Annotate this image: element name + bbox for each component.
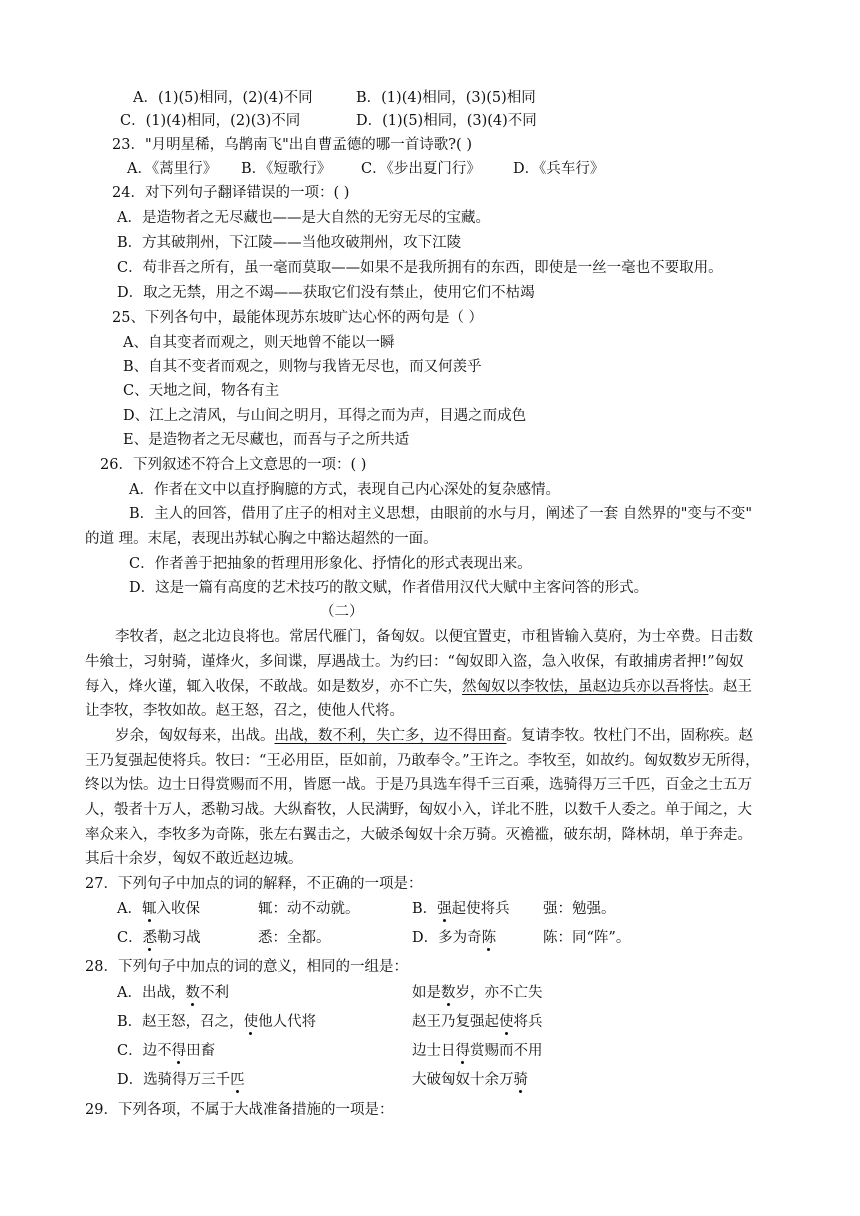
q28-b-right-dotted: 使: [499, 1014, 514, 1030]
q28-b-right-rest: 将兵: [513, 1014, 543, 1030]
q27-c-label: C．: [117, 930, 143, 946]
q28-a-left-text: A．出战，: [117, 985, 186, 1001]
passage-p1-line2: 牛飨士，习射骑，谨烽火，多间谍，厚遇战士。为约曰：“匈奴即入盗，急入收保，有敢捕虏者押!”匈奴: [85, 654, 744, 670]
q23-option-d: D．《兵车行》: [513, 161, 605, 177]
q28-option-c-right: [412, 1041, 543, 1061]
q25-option-d: D、江上之清风，与山间之明月，耳得之而为声，目遇之而成色: [123, 408, 527, 424]
q26-option-a: A．作者在文中以直抒胸臆的方式，表现自己内心深处的复杂感情。: [129, 482, 560, 498]
passage-p1-line3: [85, 677, 752, 697]
q27-b-label: B．: [412, 901, 438, 917]
q27-a-rest: 入收保: [156, 901, 200, 917]
q27-option-c-explanation: 悉：全都。: [258, 930, 331, 946]
q26-stem: 26．下列叙述不符合上文意思的一项：( ): [100, 457, 367, 473]
q28-option-a-right: [412, 983, 543, 1003]
q24-option-a: A．是造物者之无尽藏也——是大自然的无穷无尽的宝藏。: [117, 210, 490, 226]
q28-a-right-dotted: 数: [441, 985, 456, 1001]
q27-c-dotted-word: 悉: [142, 930, 158, 946]
q27-option-b-explanation: 强：勉强。: [543, 901, 616, 917]
q28-a-right-rest: 岁，亦不亡失: [455, 985, 543, 1001]
q27-option-a: [117, 899, 200, 919]
q22-option-d: D．(1)(5)相同，(3)(4)不同: [356, 113, 537, 129]
q27-a-dotted-word: 辄: [141, 901, 157, 917]
q25-option-b: B、自其不变者而观之，则物与我皆无尽也，而又何羡乎: [123, 359, 482, 375]
passage-p2-line1: [115, 726, 753, 746]
q28-d-right-text: 大破匈奴十余万: [412, 1072, 514, 1088]
passage-p2-line2: 王乃复强起使将兵。牧曰：“王必用臣，臣如前，乃敢奉令。”王许之。李牧至，如故约。匈奴数岁无所得，: [85, 753, 760, 769]
passage-p2-line1-text: 岁余，匈奴每来，出战。: [115, 728, 275, 744]
q28-a-left-rest: 不利: [199, 985, 229, 1001]
q27-a-label: A．: [117, 901, 142, 917]
passage-p1-line3-text: 每入，烽火谨，辄入收保，不敢战。如是数岁，亦不亡失，: [85, 679, 462, 695]
q28-d-left-text: D．选骑得万三千: [117, 1072, 231, 1088]
q24-stem: 24．对下列句子翻译错误的一项：( ): [112, 185, 350, 201]
q28-b-left-text: B．赵王怒，召之，: [117, 1014, 244, 1030]
q24-option-d: D．取之无禁，用之不竭——获取它们没有禁止，使用它们不枯竭: [117, 285, 535, 301]
q27-option-d: [412, 928, 496, 948]
q27-option-c: [117, 928, 201, 948]
q28-b-left-dotted: 使: [243, 1014, 259, 1030]
q28-c-left-rest: 田畜: [186, 1043, 216, 1059]
q28-b-right-text: 赵王乃复强起: [412, 1014, 499, 1030]
q25-stem: 25、下列各句中，最能体现苏东坡旷达心怀的两句是（ ）: [112, 310, 484, 326]
q22-option-a: A．(1)(5)相同，(2)(4)不同: [133, 90, 313, 106]
q27-option-d-explanation: 陈：同“阵”。: [543, 930, 631, 946]
q28-option-d-right: [412, 1070, 528, 1090]
q28-b-left-rest: 他人代将: [258, 1014, 317, 1030]
passage-p1-line3-tail: 。赵王: [708, 679, 752, 695]
q28-option-a-left: [117, 983, 229, 1003]
q28-stem: 28．下列句子中加点的词的意义，相同的一组是：: [85, 959, 408, 975]
q24-option-b: B．方其破荆州，下江陵——当他攻破荆州，攻下江陵: [117, 235, 462, 251]
q28-a-right-text: 如是: [412, 985, 441, 1001]
q28-option-b-left: [117, 1012, 316, 1032]
passage-p1-line4: 让李牧，李牧如故。赵王怒，召之，使他人代将。: [85, 703, 404, 719]
q26-option-b-line1: B．主人的回答，借用了庄子的相对主义思想，由眼前的水与月，阐述了一套 自然界的"变与不变": [129, 506, 753, 522]
q22-option-c: C．(1)(4)相同，(2)(3)不同: [120, 113, 301, 129]
passage-p1-line1: 李牧者，赵之北边良将也。常居代雁门，备匈奴。以便宜置吏，市租皆输入莫府，为士卒费。日击数: [115, 629, 753, 645]
q23-option-b: B．《短歌行》: [241, 161, 332, 177]
q28-option-c-left: [117, 1041, 215, 1061]
q23-option-c: C．《步出夏门行》: [361, 161, 481, 177]
q28-c-right-dotted: 得: [455, 1043, 470, 1059]
passage-p2-line5: 率众来入，李牧多为奇陈，张左右翼击之，大破杀匈奴十余万骑。灭襜褴，破东胡，降林胡，单于奔走。: [85, 827, 752, 843]
q28-d-left-dotted: 匹: [230, 1072, 245, 1088]
q25-option-a: A、自其变者而观之，则天地曾不能以一瞬: [123, 335, 395, 351]
q27-b-rest: 起使将兵: [451, 901, 510, 917]
q26-option-d: D．这是一篇有高度的艺术技巧的散文赋，作者借用汉代大赋中主客问答的形式。: [129, 580, 649, 596]
q25-option-c: C、天地之间，物各有主: [123, 383, 280, 399]
q28-option-d-left: [117, 1070, 245, 1090]
passage-p2-line1-tail: 。复请李牧。牧杜门不出，固称疾。赵: [506, 728, 753, 744]
q23-option-a: A．《蒿里行》: [127, 161, 218, 177]
passage-p2-line6: 其后十余岁，匈奴不敢近赵边城。: [85, 851, 303, 867]
q27-d-dotted-word: 陈: [481, 930, 497, 946]
q28-c-left-text: C．边不: [117, 1043, 172, 1059]
passage-p2-line3: 终以为怯。边士日得赏赐而不用，皆愿一战。于是乃具选车得千三百乘，选骑得万三千匹，百金之士五万: [85, 777, 752, 793]
q28-d-right-dotted: 骑: [513, 1072, 528, 1088]
q27-b-dotted-word: 强: [437, 901, 452, 917]
q24-option-c: C．苟非吾之所有，虽一毫而莫取——如果不是我所拥有的东西，即使是一丝一毫也不要取用。: [117, 260, 723, 276]
q28-a-left-dotted: 数: [185, 985, 200, 1001]
q28-c-right-rest: 赏赐而不用: [470, 1043, 543, 1059]
q27-c-rest: 勒习战: [157, 930, 201, 946]
section-title: （二）: [320, 604, 364, 620]
q27-stem: 27．下列句子中加点的词的解释，不正确的一项是：: [85, 876, 423, 892]
underlined-sentence-2: 出战，数不利，失亡多，边不得田畜: [274, 728, 507, 744]
q27-option-b: [412, 899, 510, 919]
q28-option-b-right: [412, 1012, 543, 1032]
passage-p2-line4: 人，彀者十万人，悉勒习战。大纵畜牧，人民满野，匈奴小入，详北不胜，以数千人委之。单于闻之，大: [85, 802, 752, 818]
q26-option-b-line2: 的道 理。末尾，表现出苏轼心胸之中豁达超然的一面。: [85, 531, 438, 547]
q23-stem: 23．"月明星稀，乌鹊南飞"出自曹孟德的哪一首诗歌?( ): [112, 137, 472, 153]
q27-d-label: D．多为奇: [412, 930, 482, 946]
q26-option-c: C．作者善于把抽象的哲理用形象化、抒情化的形式表现出来。: [129, 556, 532, 572]
q28-c-right-text: 边士日: [412, 1043, 456, 1059]
underlined-sentence-1: 然匈奴以李牧怯，虽赵边兵亦以吾将怯: [462, 679, 709, 695]
q29-stem: 29．下列各项，不属于大战准备措施的一项是：: [85, 1102, 394, 1118]
q28-c-left-dotted: 得: [171, 1043, 187, 1059]
q27-option-a-explanation: 辄：动不动就。: [258, 901, 360, 917]
q25-option-e: E、是造物者之无尽藏也，而吾与子之所共适: [123, 432, 410, 448]
q22-option-b: B．(1)(4)相同，(3)(5)相同: [356, 90, 536, 106]
